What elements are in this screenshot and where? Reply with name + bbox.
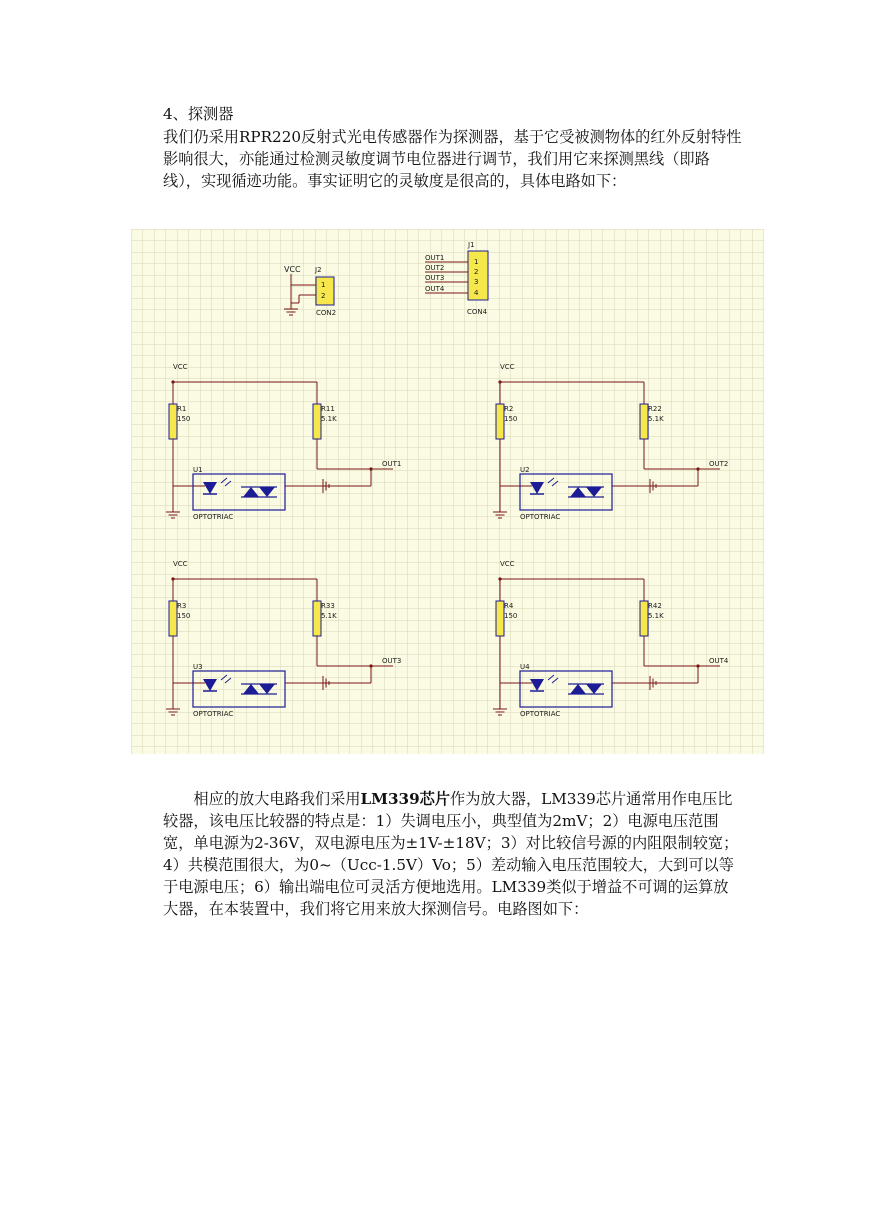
resistor-value: 5.1K	[321, 612, 337, 620]
resistor-ref: R42	[648, 602, 662, 610]
vcc-label: VCC	[173, 560, 188, 568]
section-heading: 4、探测器	[163, 105, 234, 123]
output-net-label: OUT2	[709, 460, 729, 468]
resistor-ref: R3	[177, 602, 187, 610]
resistor-pullup	[313, 601, 321, 636]
resistor-value: 150	[177, 612, 191, 620]
connector-ref: J1	[468, 241, 475, 249]
resistor-value: 5.1K	[648, 415, 664, 423]
resistor-value: 5.1K	[648, 612, 664, 620]
resistor-value: 150	[504, 415, 518, 423]
net-label: OUT2	[425, 264, 445, 272]
pin-label: 2	[474, 268, 479, 276]
resistor-pullup	[640, 601, 648, 636]
resistor-ref: R22	[648, 405, 662, 413]
ic-ref: U3	[193, 663, 203, 671]
intro-paragraph: 我们仍采用RPR220反射式光电传感器作为探测器，基于它受被测物体的红外反射特性影响很大，亦能通过检测灵敏度调节电位器进行调节，我们用它来探测黑线（即路线），实现循迹功能。事实证明它的灵敏度是很高的，具体电路如下：	[163, 128, 742, 190]
output-net-label: OUT1	[382, 460, 402, 468]
vcc-label: VCC	[500, 363, 515, 371]
pin-label: 1	[321, 281, 326, 289]
amplifier-paragraph	[163, 788, 743, 920]
amplifier-chip-name: LM339芯片	[360, 790, 451, 808]
ic-part: OPTOTRIAC	[520, 513, 561, 521]
ic-part: OPTOTRIAC	[520, 710, 561, 718]
pin-label: 2	[321, 292, 326, 300]
pin-label: 4	[474, 289, 479, 297]
connector-ref: J2	[315, 266, 322, 274]
output-net-label: OUT4	[709, 657, 729, 665]
resistor-ref: R1	[177, 405, 187, 413]
resistor-led	[496, 601, 504, 636]
vcc-label: VCC	[500, 560, 515, 568]
resistor-led	[496, 404, 504, 439]
ic-part: OPTOTRIAC	[193, 710, 234, 718]
vcc-label: VCC	[173, 363, 188, 371]
ic-ref: U4	[520, 663, 530, 671]
detector-circuit-schematic	[131, 229, 764, 754]
resistor-ref: R33	[321, 602, 335, 610]
ic-ref: U2	[520, 466, 530, 474]
resistor-pullup	[640, 404, 648, 439]
connector-part: CON4	[467, 308, 488, 316]
resistor-led	[169, 601, 177, 636]
resistor-value: 150	[177, 415, 191, 423]
pin-label: 3	[474, 278, 479, 286]
amplifier-paragraph-pre: 相应的放大电路我们采用	[193, 790, 361, 808]
resistor-ref: R2	[504, 405, 514, 413]
amplifier-paragraph-post: 作为放大器，LM339芯片通常用作电压比较器，该电压比较器的特点是：1）失调电压小，典型值为2mV；2）电源电压范围宽，单电源为2-36V，双电源电压为±1V-±18V；3）对比较信号源的内阻限制较宽；4）共模范围很大，为0~（Ucc-1.5V）Vo；5）差动输入电压范围较大，大到可以等于电源电压；6）输出端电位可灵活方便地选用。LM339类似于增益不可调的运算放大器，在本装置中，我们将它用来放大探测信号。电路图如下：	[163, 790, 739, 918]
resistor-led	[169, 404, 177, 439]
net-label: OUT4	[425, 285, 445, 293]
net-label: OUT3	[425, 274, 445, 282]
ic-part: OPTOTRIAC	[193, 513, 234, 521]
resistor-ref: R11	[321, 405, 335, 413]
ic-ref: U1	[193, 466, 203, 474]
net-label: OUT1	[425, 254, 445, 262]
vcc-label: VCC	[284, 265, 301, 274]
resistor-pullup	[313, 404, 321, 439]
pin-label: 1	[474, 258, 479, 266]
resistor-ref: R4	[504, 602, 514, 610]
connector-part: CON2	[316, 309, 337, 317]
resistor-value: 150	[504, 612, 518, 620]
resistor-value: 5.1K	[321, 415, 337, 423]
output-net-label: OUT3	[382, 657, 402, 665]
